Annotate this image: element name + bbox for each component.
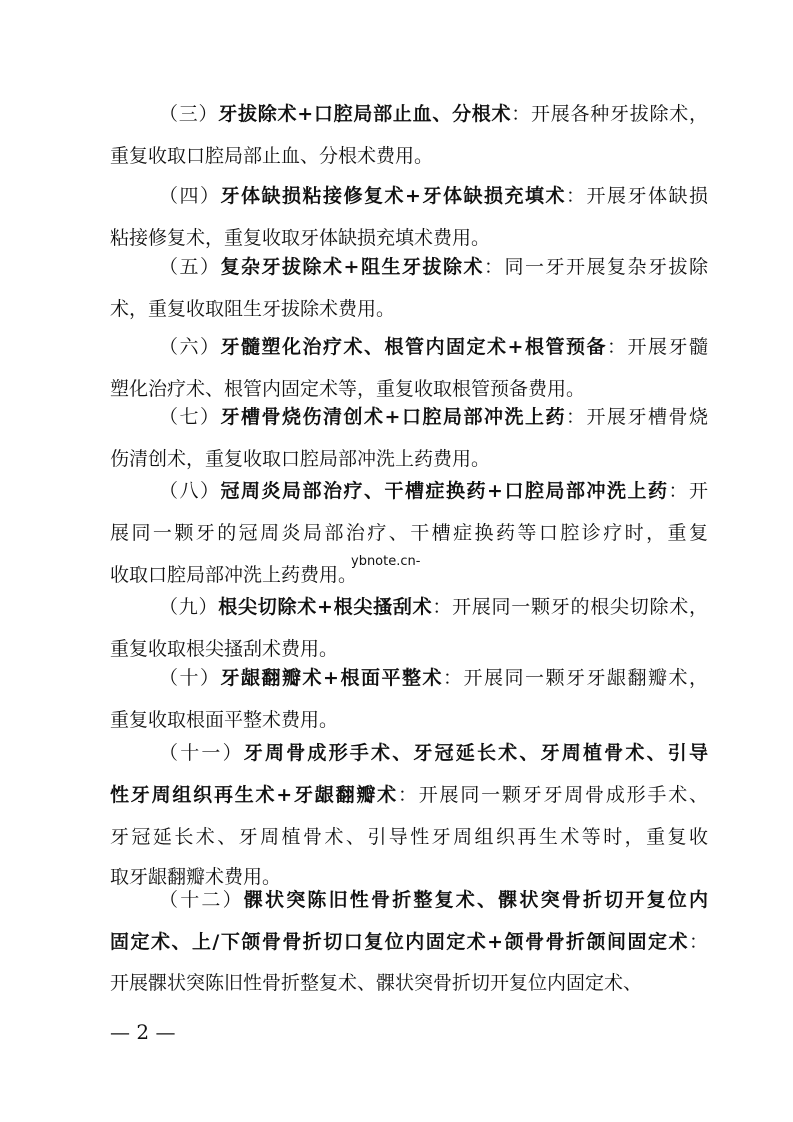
paragraph-line [159,336,708,360]
item-number: （六） [159,336,221,358]
paragraph-line [159,406,708,430]
paragraph-line [110,972,708,996]
item-heading: 复杂牙拔除术+阻生牙拔除术 [220,256,484,278]
item-number: （十） [159,667,221,689]
item-text: 粘接修复术，重复收取牙体缺损充填术费用。 [110,227,491,249]
item-heading: 牙体缺损粘接修复术+牙体缺损充填术 [220,185,566,207]
item-heading: 牙拔除术+口腔局部止血、分根术 [218,103,512,125]
paragraph-line [110,709,708,733]
item-text: 重复收取口腔局部止血、分根术费用。 [110,145,434,167]
paragraph-line [110,298,708,322]
item-heading: 固定术、上/下颌骨骨折切口复位内固定术+颌骨骨折颌间固定术 [110,931,689,953]
watermark: ybnote.cn- [351,554,421,569]
item-number: （十一） [159,742,244,764]
paragraph-line [159,596,708,620]
item-text: ：开展同一颗牙牙周骨成形手术、 [397,784,708,806]
page-number: — 2 — [110,1020,176,1044]
paragraph-line [159,889,708,913]
item-heading: 牙周骨成形手术、牙冠延长术、牙周植骨术、引导 [243,742,708,764]
paragraph-line [110,145,708,169]
item-text: 牙冠延长术、牙周植骨术、引导性牙周组织再生术等时，重复收 [110,826,708,848]
paragraph-line [159,256,708,280]
paragraph-line [110,826,708,850]
item-number: （九） [159,596,219,618]
item-number: （八） [159,480,221,502]
item-number: （四） [159,185,221,207]
paragraph-line [110,638,708,662]
paragraph-line [159,480,708,504]
item-text: 术，重复收取阻生牙拔除术费用。 [110,298,396,320]
item-heading: 髁状突陈旧性骨折整复术、髁状突骨折切开复位内 [243,889,708,911]
item-text: ：开展牙体缺损 [565,185,708,207]
item-number: （七） [159,406,221,428]
item-number: （五） [159,256,221,278]
item-text: ：开展同一颗牙的根尖切除术， [432,596,708,618]
paragraph-line [110,931,708,955]
item-text: 收取口腔局部冲洗上药费用。 [110,564,358,586]
paragraph-line [110,784,708,808]
paragraph-line [110,448,708,472]
item-text: 伤清创术，重复收取口腔局部冲洗上药费用。 [110,448,491,470]
item-text: 开展髁状突陈旧性骨折整复术、髁状突骨折切开复位内固定术、 [110,972,643,994]
item-text: ：开展各种牙拔除术， [511,103,708,125]
item-text: 塑化治疗术、根管内固定术等，重复收取根管预备费用。 [110,378,586,400]
paragraph-line [110,378,708,402]
item-text: ：开 [668,480,708,502]
item-heading: 牙髓塑化治疗术、根管内固定术+根管预备 [220,336,607,358]
item-heading: 性牙周组织再生术+牙龈翻瓣术 [110,784,398,806]
item-text: ：开展牙槽骨烧 [565,406,708,428]
item-heading: 牙槽骨烧伤清创术+口腔局部冲洗上药 [220,406,566,428]
item-text: ： [688,931,708,953]
item-text: ：同一牙开展复杂牙拔除 [483,256,708,278]
item-number: （三） [159,103,219,125]
item-heading: 根尖切除术+根尖搔刮术 [218,596,433,618]
item-text: ：开展同一颗牙牙龈翻瓣术， [442,667,708,689]
item-text: 展同一颗牙的冠周炎局部治疗、干槽症换药等口腔诊疗时，重复 [110,522,708,544]
item-number: （十二） [159,889,244,911]
paragraph-line [159,103,708,127]
item-text: 重复收取根面平整术费用。 [110,709,339,731]
item-text: ：开展牙髓 [606,336,708,358]
paragraph-line [159,742,708,766]
paragraph-line [110,866,708,890]
item-heading: 冠周炎局部治疗、干槽症换药+口腔局部冲洗上药 [220,480,669,502]
item-text: 重复收取根尖搔刮术费用。 [110,638,339,660]
paragraph-line [110,227,708,251]
paragraph-line [159,667,708,691]
paragraph-line [159,185,708,209]
item-text: 取牙龈翻瓣术费用。 [110,866,282,888]
item-heading: 牙龈翻瓣术+根面平整术 [220,667,443,689]
paragraph-line [110,522,708,546]
